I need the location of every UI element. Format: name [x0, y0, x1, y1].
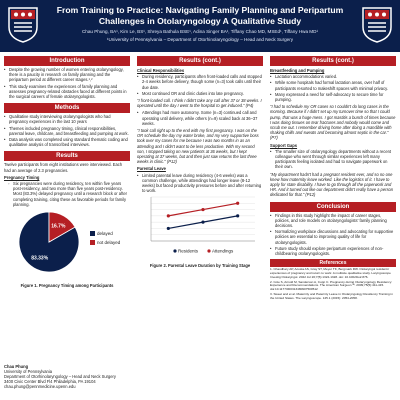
reference-item: 3. Sweet and et al. Maternity and Paternity Leave in Otolaryngology Residency Training in the United States. The Laryngoscope. 125.1 (2015): 2054-2058. — [270, 292, 393, 300]
conclusion-bullet: • Findings in this study highlight the impact of career stages, policies, and role models on otolaryngologists' family planning decisions. — [270, 213, 396, 229]
intro-list — [4, 67, 130, 99]
subheading-pregnancy-timing: Pregnancy Timing — [4, 174, 40, 180]
contact-name: Chau Phung — [4, 364, 29, 369]
timing-list — [4, 181, 130, 207]
section-heading-conclusion: Conclusion — [270, 202, 396, 212]
quote-p12: "I took call right up to the end with my first pregnancy. I was on the OR schedule the day my water broke, and my very supportive boss took over my cases for me because I was two months in as an attending and I didn't want to be less productive. With my second son, I stopped taking on new patients at 36 weeks, but I kept operating at 37 weeks, but and then just saw returns the last three weeks in clinic." (P12) — [137, 128, 259, 165]
subheading-breastfeeding: Breastfeeding and Pumping — [270, 68, 325, 73]
legend-swatch — [90, 240, 95, 245]
data-point-attendings — [201, 208, 204, 211]
subheading-parental-leave: Parental Leave — [137, 166, 166, 172]
parental-leave-line-chart — [137, 193, 263, 257]
methods-bullet: • Themes included pregnancy timing, clinical responsibilities, parental leave, childcare, and breastfeeding and pumping at work. — [4, 126, 130, 136]
attending-bullet: • Attendings had more autonomy. Some (n=3) continued call and operating until delivery, while others (n=9) scaled back at 36–37 weeks. — [137, 110, 263, 126]
methods-list — [4, 114, 130, 147]
breastfeeding-bullet: • Lactation accommodations varied. — [270, 74, 396, 79]
conclusion-bullet: • Future study should explore peripartum experiences of non-childbearing otolaryngologists. — [270, 246, 396, 256]
section-heading-results-cont-2: Results (cont.) — [270, 56, 396, 66]
legend-label: Attendings — [212, 249, 234, 255]
penn-shield-logo-right — [362, 7, 392, 43]
section-heading-references: References — [270, 259, 396, 267]
leave-bullet: • Limited parental leave during residency (4-6 weeks) was a common challenge, while attendings had longer leave (8-12 weeks) but faced productivity pressures before and after returning to work. — [137, 173, 263, 194]
contact-dept: Department of Otorhinolaryngology – Head and Neck Surgery — [4, 374, 116, 379]
contact-school: University of Pennsylvania — [4, 369, 53, 374]
legend-marker — [207, 250, 210, 253]
contact-block — [4, 364, 130, 389]
column-left — [4, 56, 130, 288]
methods-bullet: • Qualitative study interviewing otolaryngologists who had pregnancy experiences in the last 10 years — [4, 114, 130, 124]
pregnancy-timing-pie-chart — [4, 207, 130, 277]
subheading-clinical-responsibilities: Clinical Responsibilities — [137, 68, 185, 73]
poster-title — [44, 5, 356, 27]
legend-label: not delayed — [97, 240, 121, 246]
clinical-bullet: • During residency, participants often front-loaded calls and stopped 2-4 weeks before delivery, though some (n=3) took calls until their due date. — [137, 74, 263, 90]
clinical-list — [137, 74, 263, 96]
leave-list — [137, 173, 263, 194]
section-heading-results-cont: Results (cont.) — [137, 56, 263, 66]
legend-label: Residents — [178, 249, 199, 255]
pie-slice-label: 83.33% — [31, 255, 49, 262]
subheading-support-gaps: Support Gaps — [270, 142, 298, 148]
section-heading-results: Results — [4, 151, 130, 161]
figure-1-caption: Figure 1. Pregnancy Timing among Participants — [20, 283, 114, 289]
contact-address: 3400 Civic Center Blvd Fl4 Philadelphia, PA 19104 — [4, 379, 96, 384]
penn-shield-logo — [8, 7, 38, 43]
support-list — [270, 149, 396, 170]
title-line-2: Challenges in Otolaryngology A Qualitative Study — [98, 16, 302, 26]
legend-swatch — [90, 231, 95, 236]
quote-p4: "I front-loaded call. I think I didn't take any call after 37 or 38 weeks. I operated until the day I went to the hospital to get induced." (P4) — [137, 98, 262, 109]
data-point-attendings — [167, 215, 170, 218]
data-point-attendings — [236, 202, 239, 205]
author-list: Chau Phung, BA¹, Kim Le, BS¹, Shreya Bathula BSE¹, Adina Singer BA¹, Tiffany Chao MD, MSEd¹, Tiffany Hwa MD¹ — [81, 29, 318, 34]
results-intro: Twelve participants from eight institutions were interviewed. Each had an average of 2.3 pregnancies. — [4, 162, 123, 173]
poster-header — [0, 0, 400, 52]
support-bullet: • The smaller size of otolaryngology departments without a recent colleague who went through similar experiences left many participants feeling isolated and had to navigate paperwork on their own. — [270, 149, 396, 170]
conclusion-bullet: • Normalizing workplace discussions and advocating for supportive policies are essential to improving quality of life for otolaryngologists. — [270, 229, 396, 245]
clinical-bullet: • Most continued OR and clinic duties into late pregnancy. — [137, 91, 263, 96]
attending-list — [137, 110, 263, 126]
quote-p7: "I had to schedule my OR cases so I couldn't do long cases in the morning. Because if I didn't set up my turnover time so that I could pump, that was a huge mess. I got mastitis a bunch of times because I was doing tissues on tear fractures and nobody would come and scrub me out. I remember driving home after doing a mandible with shaking chills and sweats and becoming almost septic in the car." (P7) — [270, 104, 396, 141]
timing-bullet: ◦ Six pregnancies were during residency, ten within five years post-residency, and two more than five years post-residency. Most (83.3%) delayed pregnancy until a research block or after completing training, citing these as favorable periods for family planning. — [4, 181, 130, 207]
intro-bullet: • Despite the growing number of women entering otolaryngology, there is a paucity in research on family planning and the peripartum period at different career stages.¹,² — [4, 67, 130, 83]
column-right — [270, 56, 396, 301]
figure-2-caption: Figure 2. Parental Leave Duration by Training Stage — [149, 263, 251, 269]
breastfeeding-list — [270, 74, 396, 102]
reference-item: 2. Cole S, Arnold M, Sanderson A, Cupp C. Pregnancy during Otolaryngology Residency: Experience and Recommendations. The American Surgeon™. 2009;75(5):411-415. doi:10.1177/000313480907500512 — [270, 279, 393, 292]
column-middle — [137, 56, 263, 268]
intro-bullet: • This study examines the experiences of family planning and assesses pregnancy-related obstacles faced at different points in the surgical careers of female otolaryngologists. — [4, 84, 130, 100]
reference-item: 1. Chaudhary AP, Acosta AS, Gray ST, Meyer TK, Bergmark RW. Otolaryngol residents' experiences of pregnancy and return to work: A multisite qualitative study. Laryngoscope Investig Otolaryngol. 2022 Jul 20;7(5):1322-1328. doi: 10.1002/lio2.876. — [270, 267, 391, 279]
data-point-residents — [201, 221, 204, 224]
breastfeeding-bullet: • While some hospitals had formal lactation areas, over half of participants resorted to makeshift spaces with minimal privacy. — [270, 80, 396, 90]
breastfeeding-bullet: • Many expressed a need for self-advocacy to secure time for pumping. — [270, 92, 396, 102]
title-line-1: From Training to Practice: Navigating Family Planning and Peripartum — [56, 5, 344, 15]
pie-slice-label: 16.7% — [51, 223, 66, 230]
data-point-residents — [236, 215, 239, 218]
legend-label: delayed — [97, 231, 113, 237]
quote-p12-support: "My department hadn't had a pregnant resident ever, and so no one knew how maternity leave worked. Like the logistics of it. I have to apply for state disability. I have to go through all the paperwork and HR. And it turned out like our department didn't really have a person dedicated for that." (P12) — [270, 171, 394, 198]
conclusion-list — [270, 213, 396, 257]
section-heading-methods: Methods — [4, 103, 130, 113]
affiliation: ¹University of Pennsylvania – Department of Otorhinolaryngology – Head and Neck Surgery — [106, 37, 294, 42]
section-heading-introduction: Introduction — [4, 56, 130, 66]
methods-bullet: • Data analysis was completed using standard thematic coding and qualitative analysis of transcribed interviews. — [4, 137, 130, 147]
data-point-residents — [167, 227, 170, 230]
legend-marker — [173, 250, 176, 253]
contact-email[interactable]: chau.phung@pennmedicine.upenn.edu — [4, 384, 76, 389]
